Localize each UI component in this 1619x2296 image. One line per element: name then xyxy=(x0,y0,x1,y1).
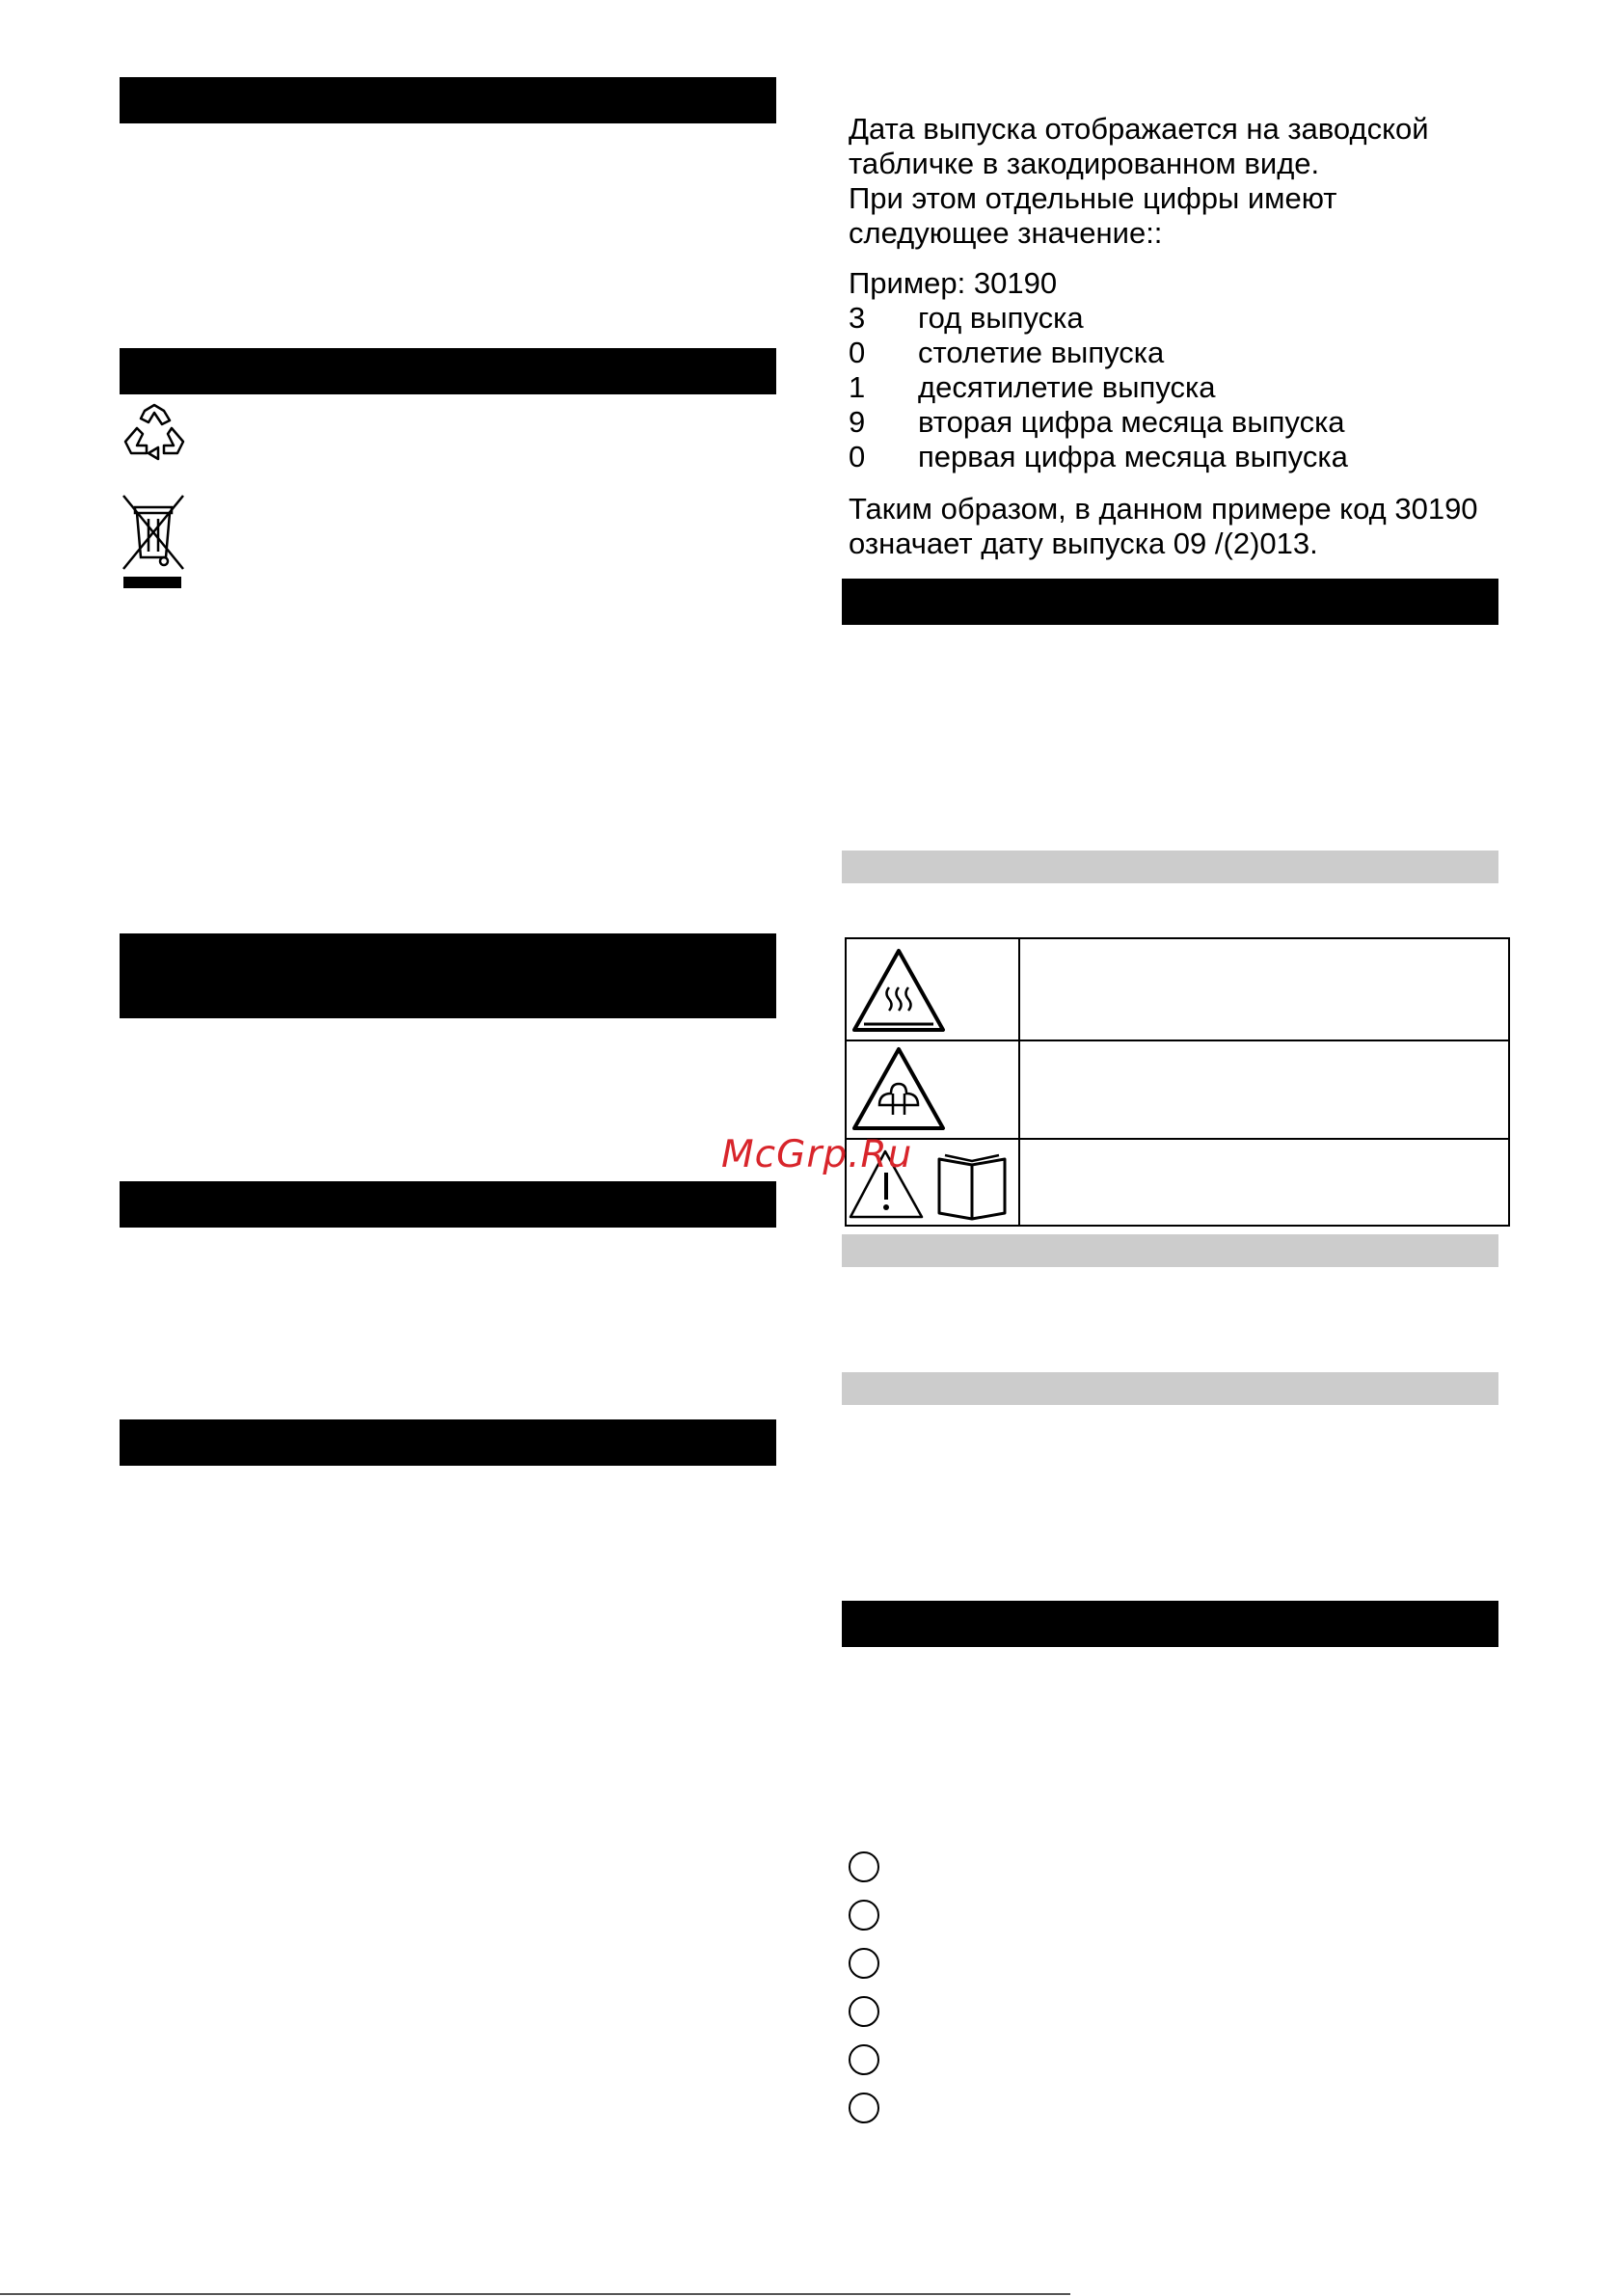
code-meaning: столетие выпуска xyxy=(918,336,1165,369)
symbol-row-hot xyxy=(847,939,1508,1041)
conclusion-line-1: Таким образом, в данном примере код 30190 xyxy=(849,492,1478,526)
list-marker-circle xyxy=(849,1948,879,1979)
symbol-row-steam xyxy=(847,1041,1508,1140)
section-header-5 xyxy=(120,1419,776,1466)
code-row xyxy=(849,336,1164,370)
code-row xyxy=(849,440,1348,474)
footer-rule xyxy=(0,2293,1070,2295)
steam-warning-icon xyxy=(850,1045,947,1134)
code-meaning: год выпуска xyxy=(918,301,1084,335)
subsection-header-3 xyxy=(842,1372,1498,1405)
section-header-7 xyxy=(842,1601,1498,1647)
subsection-header-1 xyxy=(842,851,1498,883)
list-marker-circle xyxy=(849,2093,879,2123)
code-meaning: десятилетие выпуска xyxy=(918,370,1216,404)
code-digit: 3 xyxy=(849,301,866,335)
code-digit: 0 xyxy=(849,440,866,473)
list-marker-circle xyxy=(849,1851,879,1882)
symbol-cell xyxy=(847,939,1020,1040)
watermark: McGrp.Ru xyxy=(721,1133,913,1176)
code-row xyxy=(849,405,1345,440)
subsection-header-2 xyxy=(842,1234,1498,1267)
section-header-3 xyxy=(120,933,776,1018)
code-row xyxy=(849,370,1215,405)
recycle-icon xyxy=(120,403,189,467)
list-marker-circle xyxy=(849,1996,879,2027)
intro-line-2: табличке в закодированном виде. xyxy=(849,147,1320,180)
intro-line-4: следующее значение:: xyxy=(849,216,1163,250)
code-row xyxy=(849,301,1084,336)
list-marker-circle xyxy=(849,2044,879,2075)
hot-surface-warning-icon xyxy=(850,947,947,1034)
code-meaning: вторая цифра месяца выпуска xyxy=(918,405,1345,439)
section-header-6 xyxy=(842,579,1498,625)
symbol-table xyxy=(845,937,1510,1227)
crossed-bin-icon xyxy=(120,494,187,590)
list-marker-circle xyxy=(849,1900,879,1931)
intro-line-3: При этом отдельные цифры имеют xyxy=(849,181,1337,215)
section-header-4 xyxy=(120,1181,776,1228)
section-header-2 xyxy=(120,348,776,394)
code-digit: 1 xyxy=(849,370,866,404)
code-digit: 9 xyxy=(849,405,866,439)
symbol-cell xyxy=(847,1041,1020,1138)
code-digit: 0 xyxy=(849,336,866,369)
example-label: Пример: 30190 xyxy=(849,266,1058,300)
conclusion-line-2: означает дату выпуска 09 /(2)013. xyxy=(849,527,1318,560)
section-header-1 xyxy=(120,77,776,123)
symbol-row-manual xyxy=(847,1140,1508,1225)
code-meaning: первая цифра месяца выпуска xyxy=(918,440,1348,473)
intro-line-1: Дата выпуска отображается на заводской xyxy=(849,112,1429,146)
